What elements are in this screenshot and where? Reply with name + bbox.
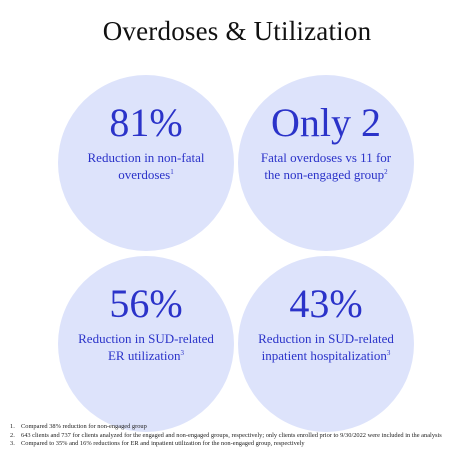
footnote-item [10,440,470,449]
stat-description-text: Reduction in non-fatal overdoses [87,150,205,182]
footnote-ref: 2 [384,168,388,176]
stat-circle-er-utilization [58,256,234,432]
stat-description [252,330,400,364]
footnote-number: 2. [10,431,15,439]
stat-circle-nonfatal-overdoses [58,75,234,251]
footnote-text: Compared to 35% and 16% reductions for ER and inpatient utilization for the non-engaged group, respectively [21,440,305,448]
stat-circle-inpatient-hospitalization [238,256,414,432]
page-title: Overdoses & Utilization [102,16,372,46]
footnote-number: 3. [10,440,15,448]
stat-description [252,149,400,183]
stat-value: 56% [109,281,183,326]
stat-value: 43% [289,281,363,326]
footnote-ref: 3 [386,349,391,357]
footnote-number: 1. [10,423,15,430]
stat-description-text: Reduction in SUD-related ER utilization [78,331,214,363]
footnotes [10,423,470,449]
footnote-text: Compared 38% reduction for non-engaged group [21,423,147,430]
footnote-item [10,423,470,432]
footnote-item [10,432,470,441]
stat-value: 81% [109,100,183,145]
footnote-ref: 1 [170,168,174,176]
stat-description [72,149,220,183]
stat-description [72,330,220,364]
stat-circle-fatal-overdoses [238,75,414,251]
footnote-text: 643 clients and 737 for clients analyzed for the engaged and non-engaged groups, respectively; only clients enrolled prior to 9/30/2022 were included in the analysis [21,431,442,439]
stat-value: Only 2 [271,100,381,145]
stat-description-text: Fatal overdoses vs 11 for the non-engaged group [260,150,392,182]
stat-description-text: Reduction in SUD-related inpatient hospitalization [258,331,394,363]
footnote-ref: 3 [180,349,185,357]
